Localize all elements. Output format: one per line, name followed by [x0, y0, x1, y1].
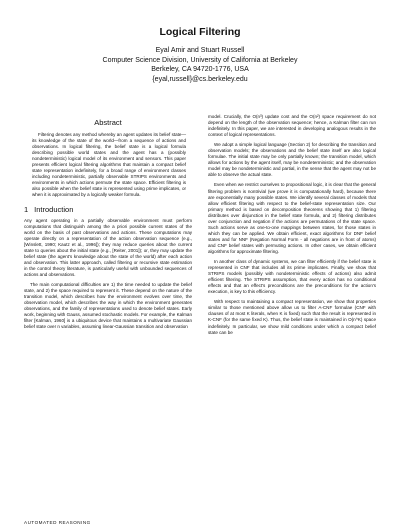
right-column: [208, 114, 376, 340]
body-paragraph: In another class of dynamic systems, we can filter efficiently if the belief state is represented in CNF that includes all its prime implicates. Finally, we show that STRIPS models (possibly with nondeterministic effects of actions) also admit efficient filtering. The STRIPS assumption, that every action has no conditional effects and that an effect's preconditions are the preconditions for the action's execution, is key to this efficiency.: [208, 259, 376, 295]
intro-paragraph: The main computational difficulties are 1) the time needed to update the belief state, and 2) the space required to represent it. These depend on the nature of the transition model, which describes how the environment evolves over time, the observation model, which describes the way in which the environment generates observations, and the family of representations used to denote belief states. Early work, beginning with Gauss, assumed stochastic models. For example, the Kalman filter [Kalman, 1960] is a ubiquitous device that maintains a multivariate Gaussian belief state over n variables, assuming linear-Gaussian transition and observation: [24, 281, 192, 330]
paper-title: Logical Filtering: [159, 26, 241, 38]
body-paragraph: Even when we restrict ourselves to propositional logic, it is clear that the general filtering problem is nontrivial (we prove it is computationally hard), because there are exponentially many possible states. We identify several classes of models that allow efficient filtering with respect to the belief-state representation size. Our primary method is based on decomposition theorems showing that 1) filtering distributes over disjunction in the belief state formula, and 2) filtering distributes over conjunction and negation if the actions are permutations of the state space. Such actions serve as one-to-one mappings between states, for those states in which they can be applied. We obtain efficient, exact algorithms for DNF belief states and for NNF (Negation Normal Form - all negations are in front of atoms) and CNF belief states with permuting actions. In other cases, we obtain efficient algorithms for approximate filtering.: [208, 182, 376, 254]
email-line: {eyal,russell}@cs.berkeley.edu: [152, 75, 248, 83]
intro-paragraph: Any agent operating in a partially observable environment must perform computations that distinguish among the a priori possible current states of the world on the basis of past observations and actions. These computations may operate directly on a representation of the action observation sequence (e.g., [Winslett, 1990; Kautz et al., 1996]); they may reduce queries about the current state to queries about the initial state (e.g., [Reiter, 2001]); or, they may update the belief state (the agent's knowledge about the state of the world) after each action and observation. This latter approach, called filtering or recursive state estimation in the control theory literature, is particularly useful with unbounded sequences of actions and observations.: [24, 217, 192, 277]
body-paragraph: model. Crucially, the O(n³) update cost and the O(n²) space requirement do not depend on the length of the observation sequence; hence, a Kalman filter can run indefinitely. In this paper, we are interested in developing analogous results in the context of logical representations.: [208, 114, 376, 138]
body-paragraph: With respect to maintaining a compact representation, we show that properties similar to those mentioned above allow us to filter A-CNF formulae (CNF with clauses of at most K literals, when K is fixed) such that the result is represented in K-CNF (for the same fixed K). Thus, the belief state is maintained in O(n^K) space indefinitely. In particular, we show mild conditions under which a compact belief state can be: [208, 299, 376, 335]
author-block: [0, 46, 400, 84]
section-number: 1: [24, 204, 29, 214]
affiliation-line: Computer Science Division, University of California at Berkeley: [102, 56, 298, 64]
authors-line: Eyal Amir and Stuart Russell: [155, 47, 245, 54]
body-paragraph: We adopt a simple logical language (Section 2) for describing the transition and observation models; the observations and the belief state itself are also logical formulae. The initial state may be only partially known; the transition model, which allows for actions by the agent itself, may be nondeterministic; and the observation model may be nondeterministic and partial, in the sense that the agent may not be able to observe the actual state.: [208, 142, 376, 178]
abstract-text: Filtering denotes any method whereby an agent updates its belief state—its knowledge of the state of the world—from a sequence of actions and observations. In logical filtering, the belief state is a logical formula describing possible world states and the agent has a (possibly nondeterministic) logical model of its environment and sensors. This paper presents efficient logical filtering algorithms that maintain a compact belief state representation indefinitely, for a broad range of environment classes including nondeterministic, partially observable STRIPS environments and environments in which actions permute the state space. Efficient filtering is also possible when the belief state is represented using prime implicates, or when it is approximated by a logically weaker formula.: [32, 132, 186, 198]
address-line: Berkeley, CA 94720-1776, USA: [151, 66, 249, 74]
abstract-heading: Abstract: [94, 118, 122, 127]
left-column: [24, 118, 192, 334]
section-heading: [24, 205, 192, 214]
abstract-body: [24, 132, 192, 199]
page-footer: AUTOMATED REASONING: [24, 520, 91, 525]
section-title: Introduction: [34, 204, 74, 214]
